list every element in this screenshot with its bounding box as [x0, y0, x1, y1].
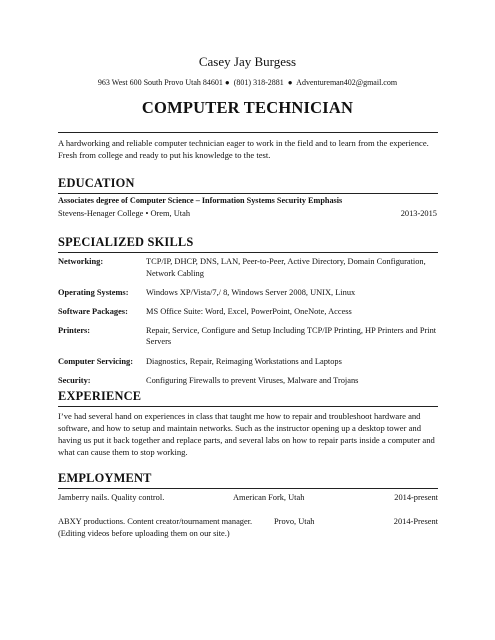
skill-label: Printers: [58, 325, 91, 335]
divider [58, 252, 438, 253]
address: 963 West 600 South Provo Utah 84601 [97, 78, 223, 87]
skills-list [58, 256, 438, 394]
skill-row-printers [58, 325, 438, 348]
experience-heading: EXPERIENCE [58, 389, 142, 403]
phone: (801) 318-2881 [233, 78, 284, 87]
skill-label: Security: [58, 375, 91, 385]
divider [58, 488, 438, 489]
job-dates: 2014-present [394, 493, 438, 502]
education-degree: Associates degree of Computer Science – Information Systems Security Emphasis [58, 196, 343, 205]
skill-value: Windows XP/Vista/7,/ 8, Windows Server 2008, UNIX, Linux [146, 287, 356, 297]
skill-label: Software Packages: [58, 306, 128, 316]
experience-text: I’ve had several hand on experiences in class that taught me how to repair and troubleshoot hardware and software, and how to setup and maintain networks. Such as the instructor opening up a desktop tower and having us put it back together and replace parts, and several labs on how to repair parts inside a computer and what can cause them to stop working. [58, 411, 435, 457]
skill-label: Computer Servicing: [58, 356, 133, 366]
skill-value: MS Office Suite: Word, Excel, PowerPoint, OneNote, Access [146, 306, 352, 316]
skill-value: Diagnostics, Repair, Reimaging Workstations and Laptops [146, 356, 342, 366]
bullet-separator: ● [224, 78, 230, 87]
summary-text: A hardworking and reliable computer technician eager to work in the field and to learn from the experience. Fresh from college and ready to put his knowledge to the test. [58, 138, 429, 160]
skill-row-computer-servicing [58, 356, 438, 368]
job-title: COMPUTER TECHNICIAN [141, 98, 354, 117]
skill-row-software-packages [58, 306, 438, 318]
divider [58, 406, 438, 407]
job-location: American Fork, Utah [233, 493, 305, 502]
contact-line [0, 78, 495, 87]
job-location: Provo, Utah [274, 517, 315, 526]
education-school: Stevens-Henager College • Orem, Utah [58, 209, 191, 218]
skill-value: Repair, Service, Configure and Setup Including TCP/IP Printing, HP Printers and Print Servers [146, 325, 437, 347]
skill-row-networking [58, 256, 438, 279]
email: Adventureman402@gmail.com [296, 78, 398, 87]
employment-heading: EMPLOYMENT [58, 471, 152, 485]
candidate-name: Casey Jay Burgess [198, 54, 297, 69]
education-heading: EDUCATION [58, 176, 135, 190]
job-position: Jamberry nails. Quality control. [58, 493, 165, 502]
skill-value: TCP/IP, DHCP, DNS, LAN, Peer-to-Peer, Active Directory, Domain Configuration, Network Cabling [146, 257, 426, 278]
divider [58, 193, 438, 194]
job-note: (Editing videos before uploading them on our site.) [58, 529, 230, 538]
skill-row-operating-systems [58, 287, 438, 299]
job-position: ABXY productions. Content creator/tournament manager. [58, 517, 253, 526]
skill-label: Operating Systems: [58, 287, 129, 297]
divider [58, 132, 438, 133]
skill-label: Networking: [58, 257, 104, 266]
job-dates: 2014-Present [393, 517, 438, 526]
bullet-separator: ● [287, 78, 293, 87]
education-dates: 2013-2015 [400, 209, 437, 218]
skills-heading: SPECIALIZED SKILLS [58, 235, 194, 249]
skill-row-security [58, 375, 438, 387]
skill-value: Configuring Firewalls to prevent Viruses, Malware and Trojans [146, 375, 359, 385]
